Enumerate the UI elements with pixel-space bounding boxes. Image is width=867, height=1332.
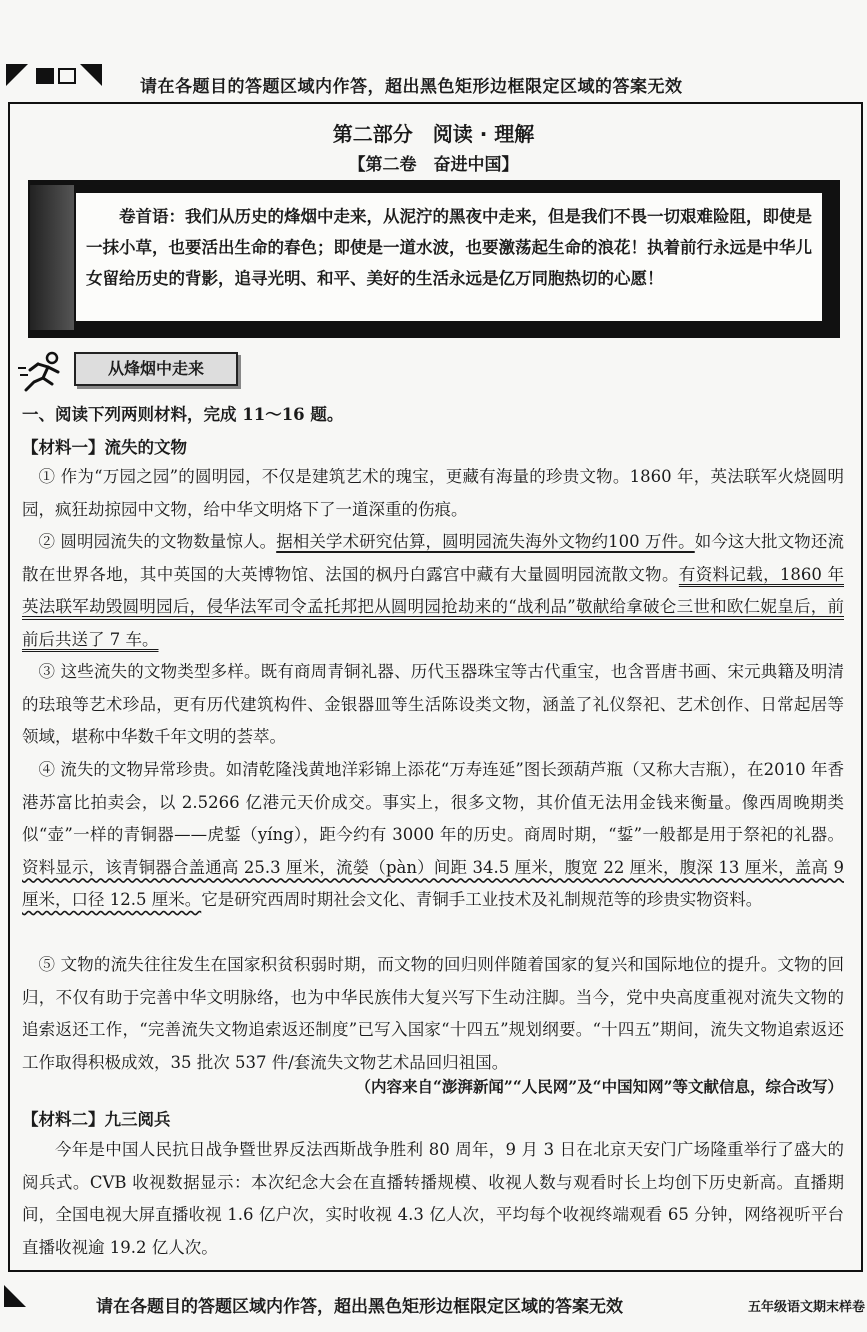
material1-paragraph-4 (22, 754, 844, 917)
top-answer-notice: 请在各题目的答题区域内作答，超出黑色矩形边框限定区域的答案无效 (140, 77, 683, 97)
material1-paragraph-2 (22, 526, 844, 656)
corner-mark-top-right (80, 64, 102, 86)
p4-intro: ④ 流失的文物异常珍贵。如清乾隆浅黄地洋彩锦上添花“万寿连延”图长颈葫芦瓶（又称大吉瓶），在2010 年香港苏富比拍卖会，以 2.5266 亿港元天价成交。事实上，很多文物，其价值无法用金钱来衡量。像西周晚期类似“壶”一样的青铜器——虎銴（yíng），距今约有 3000 年的历史。商周时期，“銴”一般都是用于祭祀的礼器。 (22, 760, 844, 844)
preface-scroll-edge (30, 185, 74, 330)
filled-square-mark (36, 68, 54, 84)
material1-paragraph-1: ① 作为“万园之园”的圆明园，不仅是建筑艺术的瑰宝，更藏有海量的珍贵文物。1860 年，英法联军火烧圆明园，疯狂劫掠园中文物，给中华文明烙下了一道深重的伤痕。 (22, 467, 844, 519)
question-instruction: 一、阅读下列两则材料，完成 11～16 题。 (22, 405, 344, 424)
p4-end: 它是研究西周时期社会文化、青铜手工业技术及礼制规范等的珍贵实物资料。 (201, 890, 763, 909)
material2-title: 【材料二】九三阅兵 (22, 1110, 171, 1129)
p4-data-underlined: 资料显示，该青铜器合盖通高 25.3 厘米，流嫈（pàn）间距 34.5 厘米，腹宽 22 厘米，腹深 13 厘米，盖高 9 厘米，口径 12.5 厘米。 (22, 857, 844, 909)
volume-title: 【第二卷 奋进中国】 (348, 155, 519, 175)
section-banner: 从烽烟中走来 (74, 352, 238, 386)
bottom-answer-notice: 请在各题目的答题区域内作答，超出黑色矩形边框限定区域的答案无效 (96, 1297, 623, 1317)
material1-paragraph-5: ⑤ 文物的流失往往发生在国家积贫积弱时期，而文物的回归则伴随着国家的复兴和国际地位的提升。文物的回归，不仅有助于完善中华文明脉络，也为中华民族伟大复兴写下生动注脚。当今，党中央高度重视对流失文物的追索返还工作，“完善流失文物追索返还制度”已写入国家“十四五”规划纲要。“十四五”期间，流失文物追索返还工作取得积极成效，35 批次 537 件/套流失文物艺术品回归祖国。 (22, 955, 844, 1072)
material1-paragraph-3: ③ 这些流失的文物类型多样。既有商周青铜礼器、历代玉器珠宝等古代重宝，也含晋唐书画、宋元典籍及明清的珐琅等艺术珍品，更有历代建筑构件、金银器皿等生活陈设类文物，涵盖了礼仪祭祀、艺术创作、日常起居等领域，堪称中华数千年文明的荟萃。 (22, 662, 844, 746)
preface-text: 卷首语：我们从历史的烽烟中走来，从泥泞的黑夜中走来，但是我们不畏一切艰难险阻，即使是一抹小草，也要活出生命的春色；即使是一道水波，也要激荡起生命的浪花！执着前行永远是中华儿女留给历史的背影，追寻光明、和平、美好的生活永远是亿万同胞热切的心愿！ (86, 207, 812, 288)
footer-exam-label: 五年级语文期末样卷 (748, 1300, 866, 1315)
material1-title: 【材料一】流失的文物 (22, 438, 187, 457)
source-note: （内容来自“澎湃新闻”“人民网”及“中国知网”等文献信息，综合改写） (355, 1077, 843, 1096)
part-title: 第二部分 阅读 · 理解 (332, 122, 535, 146)
corner-mark-bottom-left (4, 1285, 26, 1307)
corner-mark-top-left (6, 64, 28, 86)
p2-record-underlined: 有资料记载，1860 年英法联军劫毁圆明园后，侵华法军司令孟托邦把从圆明园抢劫来的“战利品”敬献给拿破仑三世和欧仁妮皇后，前前后共送了 7 车。 (22, 564, 844, 649)
p2-middle: 如今这大批文物还流散在世界各地，其中英国的大英博物馆、法国的枫丹白露宫中藏有大量圆明园流散文物。 (22, 532, 845, 584)
runner-icon (16, 350, 66, 392)
p2-estimate-underlined: 据相关学术研究估算，圆明园流失海外文物约100 万件。 (276, 532, 695, 551)
material2-paragraph-1: 今年是中国人民抗日战争暨世界反法西斯战争胜利 80 周年，9 月 3 日在北京天安门广场隆重举行了盛大的阅兵式。CVB 收视数据显示：本次纪念大会在直播转播规模、收视人数与观看时长上均创下历史新高。直播期间，全国电视大屏直播收视 1.6 亿户次，实时收视 4.3 亿人次，平均每个收视终端观看 65 分钟，网络视听平台直播收视逾 19.2 亿人次。 (22, 1140, 844, 1257)
p2-intro: ② 圆明园流失的文物数量惊人。 (38, 532, 277, 551)
open-square-mark (58, 68, 76, 84)
